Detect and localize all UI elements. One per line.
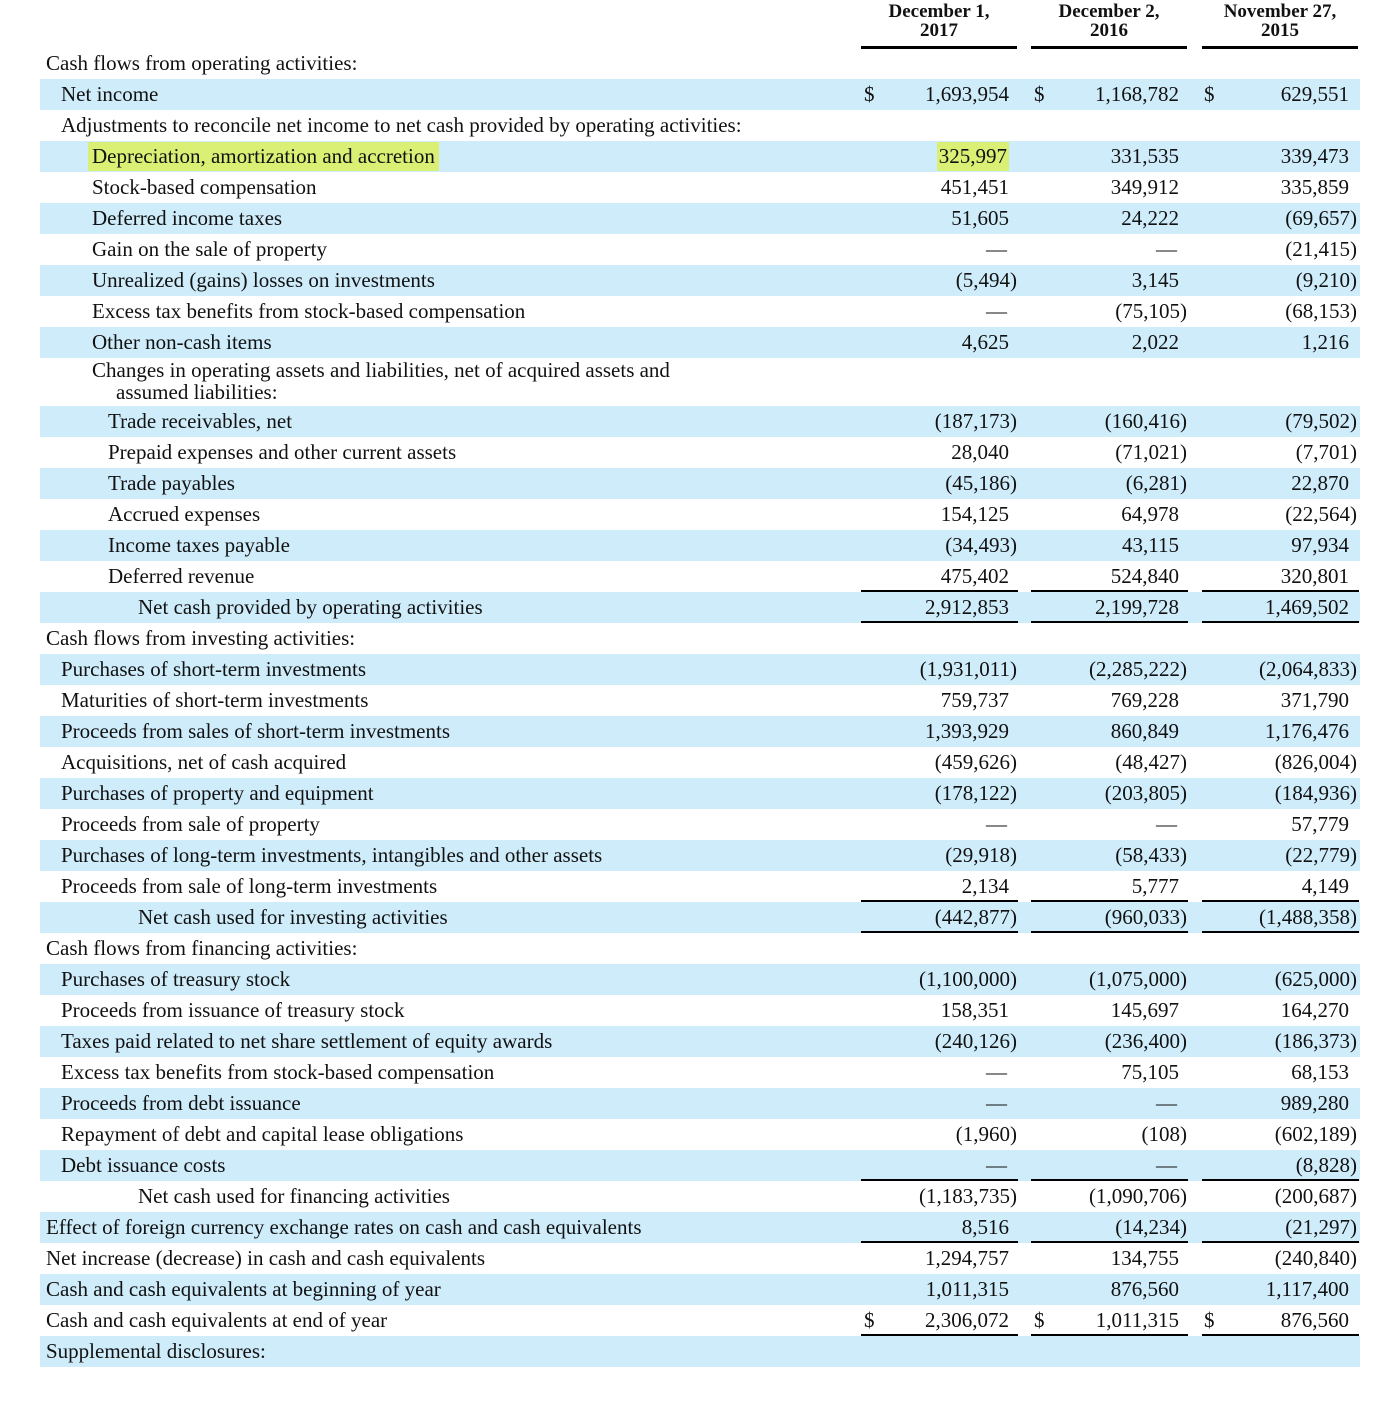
value-cell-col0: (5,494) — [955, 268, 1017, 292]
value-cell-col1: 134,755 — [1110, 1246, 1179, 1270]
value-cell-col1: (2,285,222) — [1089, 657, 1187, 681]
table-row — [40, 499, 1360, 530]
value-cell-col2: (22,564) — [1285, 502, 1357, 526]
value-cell-col2: (602,189) — [1274, 1122, 1357, 1146]
value-cell-col0: (1,960) — [955, 1122, 1017, 1146]
column-header-1: December 2, 2016 — [1031, 2, 1187, 49]
value-cell-col1: 24,222 — [1121, 206, 1179, 230]
value-cell-col1: (71,021) — [1115, 440, 1187, 464]
row-label: Repayment of debt and capital lease obligations — [61, 1122, 464, 1146]
row-label: Stock-based compensation — [92, 175, 317, 199]
value-cell-col2: 1,176,476 — [1265, 719, 1349, 743]
table-row — [40, 654, 1360, 685]
value-cell-col2: 164,270 — [1280, 998, 1349, 1022]
value-cell-col2: (22,779) — [1285, 843, 1357, 867]
value-cell-col2: (79,502) — [1285, 409, 1357, 433]
value-cell-col2: (21,297) — [1285, 1215, 1357, 1239]
value-cell-col2: (8,828) — [1295, 1153, 1357, 1177]
row-label: Net cash provided by operating activities — [138, 595, 483, 619]
value-cell-col2: (7,701) — [1295, 440, 1357, 464]
table-row — [40, 995, 1360, 1026]
value-cell-col2: 989,280 — [1280, 1091, 1349, 1115]
value-cell-col0: 2,134 — [961, 874, 1009, 898]
table-row — [40, 110, 1360, 141]
row-label: Cash flows from operating activities: — [46, 51, 358, 75]
table-row — [40, 685, 1360, 716]
table-row — [40, 79, 1360, 110]
value-cell-col0: (1,100,000) — [919, 967, 1017, 991]
value-cell-col0: 1,011,315 — [925, 1277, 1009, 1301]
column-header-2: November 27, 2015 — [1202, 2, 1358, 49]
value-cell-col2: 68,153 — [1291, 1060, 1349, 1084]
row-label: Income taxes payable — [108, 533, 290, 557]
row-label: Proceeds from issuance of treasury stock — [61, 998, 405, 1022]
value-cell-col0: 8,516 — [961, 1215, 1009, 1239]
value-cell-col2: 629,551 — [1280, 82, 1349, 106]
value-cell-col1: (203,805) — [1104, 781, 1187, 805]
row-label: Purchases of treasury stock — [61, 967, 291, 991]
value-cell-col0: 1,294,757 — [925, 1246, 1009, 1270]
value-cell-col1: 1,168,782 — [1095, 82, 1179, 106]
table-row — [40, 530, 1360, 561]
table-row — [40, 358, 1360, 406]
table-row — [40, 437, 1360, 468]
table-row — [40, 1336, 1360, 1367]
value-cell-col0: — — [986, 812, 1007, 836]
value-cell-col1: 145,697 — [1110, 998, 1179, 1022]
value-cell-col1: (6,281) — [1125, 471, 1187, 495]
table-row — [40, 296, 1360, 327]
value-cell-col1: — — [1156, 237, 1177, 261]
currency-symbol: $ — [1034, 82, 1045, 106]
value-cell-col0: 1,393,929 — [925, 719, 1009, 743]
currency-symbol: $ — [864, 1308, 875, 1332]
value-cell-col0: (45,186) — [945, 471, 1017, 495]
value-cell-col2: (184,936) — [1274, 781, 1357, 805]
row-label: Other non-cash items — [92, 330, 272, 354]
value-cell-col1: 860,849 — [1110, 719, 1179, 743]
row-label: Net increase (decrease) in cash and cash equivalents — [46, 1246, 486, 1270]
value-cell-col1: (960,033) — [1104, 905, 1187, 929]
row-label: Prepaid expenses and other current assets — [108, 440, 457, 464]
value-cell-col1: 1,011,315 — [1095, 1308, 1179, 1332]
value-cell-col2: 4,149 — [1301, 874, 1349, 898]
value-cell-col1: 3,145 — [1131, 268, 1179, 292]
table-row — [40, 778, 1360, 809]
value-cell-col2: (240,840) — [1274, 1246, 1357, 1270]
table-row — [40, 1119, 1360, 1150]
row-label: Proceeds from sales of short-term investments — [61, 719, 450, 743]
table-row — [40, 234, 1360, 265]
table-row — [40, 203, 1360, 234]
row-label: Trade receivables, net — [108, 409, 293, 433]
currency-symbol: $ — [1204, 82, 1215, 106]
value-cell-col0: 4,625 — [961, 330, 1009, 354]
value-cell-col0: 475,402 — [940, 564, 1009, 588]
value-cell-col0: 759,737 — [940, 688, 1009, 712]
row-label: Proceeds from sale of long-term investments — [61, 874, 438, 898]
currency-symbol: $ — [1034, 1308, 1045, 1332]
table-row — [40, 1243, 1360, 1274]
value-cell-col2: 371,790 — [1280, 688, 1349, 712]
value-cell-col2: 876,560 — [1280, 1308, 1349, 1332]
table-row — [40, 265, 1360, 296]
value-cell-col0: 51,605 — [951, 206, 1009, 230]
row-label: Cash and cash equivalents at beginning of year — [46, 1277, 441, 1301]
table-row — [40, 1305, 1360, 1336]
row-label: Excess tax benefits from stock-based compensation — [92, 299, 526, 323]
value-cell-col0: 325,997 — [937, 142, 1009, 171]
value-cell-col2: 1,117,400 — [1265, 1277, 1349, 1301]
row-label: Net cash used for financing activities — [138, 1184, 450, 1208]
value-cell-col1: 349,912 — [1110, 175, 1179, 199]
value-cell-col2: 57,779 — [1291, 812, 1349, 836]
row-label: Net income — [61, 82, 159, 106]
row-label: Acquisitions, net of cash acquired — [61, 750, 347, 774]
row-label: Proceeds from debt issuance — [61, 1091, 301, 1115]
row-label: Maturities of short-term investments — [61, 688, 369, 712]
value-cell-col2: (21,415) — [1285, 237, 1357, 261]
value-cell-col1: 524,840 — [1110, 564, 1179, 588]
table-row — [40, 592, 1360, 623]
row-label: Unrealized (gains) losses on investments — [92, 268, 435, 292]
table-row — [40, 716, 1360, 747]
row-label: Cash flows from financing activities: — [46, 936, 358, 960]
value-cell-col1: 876,560 — [1110, 1277, 1179, 1301]
value-cell-col0: 1,693,954 — [925, 82, 1009, 106]
table-row — [40, 1088, 1360, 1119]
value-cell-col1: (58,433) — [1115, 843, 1187, 867]
table-row — [40, 1181, 1360, 1212]
value-cell-col1: (1,090,706) — [1089, 1184, 1187, 1208]
row-label: Changes in operating assets and liabilities, net of acquired assets and — [92, 358, 670, 382]
row-label: Purchases of property and equipment — [61, 781, 374, 805]
row-label-continued: assumed liabilities: — [116, 380, 278, 404]
value-cell-col1: — — [1156, 1091, 1177, 1115]
row-label: Deferred income taxes — [92, 206, 283, 230]
row-label: Purchases of long-term investments, intangibles and other assets — [61, 843, 603, 867]
table-row — [40, 468, 1360, 499]
value-cell-col0: 154,125 — [940, 502, 1009, 526]
value-cell-col2: (9,210) — [1295, 268, 1357, 292]
table-row — [40, 1274, 1360, 1305]
row-label: Depreciation, amortization and accretion — [88, 142, 439, 171]
table-row — [40, 172, 1360, 203]
value-cell-col0: — — [986, 1153, 1007, 1177]
table-row — [40, 1026, 1360, 1057]
row-label: Debt issuance costs — [61, 1153, 226, 1177]
table-row — [40, 747, 1360, 778]
value-cell-col1: 43,115 — [1122, 533, 1179, 557]
table-row — [40, 623, 1360, 654]
column-header-0: December 1, 2017 — [861, 2, 1017, 49]
value-cell-col0: (459,626) — [934, 750, 1017, 774]
table-row — [40, 871, 1360, 902]
value-cell-col0: 158,351 — [940, 998, 1009, 1022]
value-cell-col2: 339,473 — [1280, 144, 1349, 168]
value-cell-col2: (625,000) — [1274, 967, 1357, 991]
value-cell-col2: (69,657) — [1285, 206, 1357, 230]
row-label: Net cash used for investing activities — [138, 905, 448, 929]
row-label: Accrued expenses — [108, 502, 261, 526]
value-cell-col2: (826,004) — [1274, 750, 1357, 774]
value-cell-col1: 2,199,728 — [1095, 595, 1179, 619]
row-label: Gain on the sale of property — [92, 237, 328, 261]
row-label: Cash and cash equivalents at end of year — [46, 1308, 388, 1332]
table-row — [40, 902, 1360, 933]
value-cell-col1: (1,075,000) — [1089, 967, 1187, 991]
currency-symbol: $ — [864, 82, 875, 106]
table-row — [40, 933, 1360, 964]
value-cell-col1: (48,427) — [1115, 750, 1187, 774]
value-cell-col1: (160,416) — [1104, 409, 1187, 433]
value-cell-col1: 2,022 — [1131, 330, 1179, 354]
value-cell-col0: 2,306,072 — [925, 1308, 1009, 1332]
table-row — [40, 964, 1360, 995]
value-cell-col2: 1,469,502 — [1265, 595, 1349, 619]
row-label: Cash flows from investing activities: — [46, 626, 356, 650]
value-cell-col2: (200,687) — [1274, 1184, 1357, 1208]
row-label: Excess tax benefits from stock-based compensation — [61, 1060, 495, 1084]
value-cell-col2: 335,859 — [1280, 175, 1349, 199]
value-cell-col2: (68,153) — [1285, 299, 1357, 323]
table-row — [40, 1212, 1360, 1243]
value-cell-col1: (14,234) — [1115, 1215, 1187, 1239]
value-cell-col0: — — [986, 1060, 1007, 1084]
currency-symbol: $ — [1204, 1308, 1215, 1332]
value-cell-col1: (108) — [1141, 1122, 1187, 1146]
value-cell-col0: 28,040 — [951, 440, 1009, 464]
value-cell-col2: 97,934 — [1291, 533, 1349, 557]
row-label: Purchases of short-term investments — [61, 657, 367, 681]
table-row — [40, 141, 1360, 172]
value-cell-col0: (1,183,735) — [919, 1184, 1017, 1208]
value-cell-col0: (178,122) — [934, 781, 1017, 805]
value-cell-col0: — — [986, 1091, 1007, 1115]
value-cell-col0: 2,912,853 — [925, 595, 1009, 619]
value-cell-col1: 64,978 — [1121, 502, 1179, 526]
value-cell-col0: 451,451 — [940, 175, 1009, 199]
table-row — [40, 406, 1360, 437]
table-row — [40, 48, 1360, 79]
value-cell-col1: (236,400) — [1104, 1029, 1187, 1053]
value-cell-col1: — — [1156, 812, 1177, 836]
value-cell-col1: 331,535 — [1110, 144, 1179, 168]
table-row — [40, 809, 1360, 840]
value-cell-col0: (34,493) — [945, 533, 1017, 557]
table-row — [40, 840, 1360, 871]
table-row — [40, 561, 1360, 592]
value-cell-col0: (29,918) — [945, 843, 1017, 867]
value-cell-col2: (1,488,358) — [1259, 905, 1357, 929]
value-cell-col0: (1,931,011) — [919, 657, 1017, 681]
row-label: Proceeds from sale of property — [61, 812, 320, 836]
row-label: Effect of foreign currency exchange rates on cash and cash equivalents — [46, 1215, 642, 1239]
value-cell-col1: — — [1156, 1153, 1177, 1177]
row-label: Taxes paid related to net share settlement of equity awards — [61, 1029, 553, 1053]
row-label: Deferred revenue — [108, 564, 255, 588]
table-row — [40, 1150, 1360, 1181]
value-cell-col2: (186,373) — [1274, 1029, 1357, 1053]
value-cell-col2: 22,870 — [1291, 471, 1349, 495]
value-cell-col1: 5,777 — [1131, 874, 1179, 898]
value-cell-col1: (75,105) — [1115, 299, 1187, 323]
value-cell-col2: 320,801 — [1280, 564, 1349, 588]
value-cell-col2: 1,216 — [1301, 330, 1349, 354]
value-cell-col0: (187,173) — [934, 409, 1017, 433]
row-label: Adjustments to reconcile net income to net cash provided by operating activities: — [61, 113, 742, 137]
value-cell-col0: — — [986, 299, 1007, 323]
value-cell-col0: (442,877) — [934, 905, 1017, 929]
value-cell-col2: (2,064,833) — [1259, 657, 1357, 681]
table-row — [40, 327, 1360, 358]
value-cell-col0: — — [986, 237, 1007, 261]
value-cell-col1: 75,105 — [1121, 1060, 1179, 1084]
value-cell-col1: 769,228 — [1110, 688, 1179, 712]
row-label: Supplemental disclosures: — [46, 1339, 266, 1363]
row-label: Trade payables — [108, 471, 235, 495]
value-cell-col0: (240,126) — [934, 1029, 1017, 1053]
table-row — [40, 1057, 1360, 1088]
